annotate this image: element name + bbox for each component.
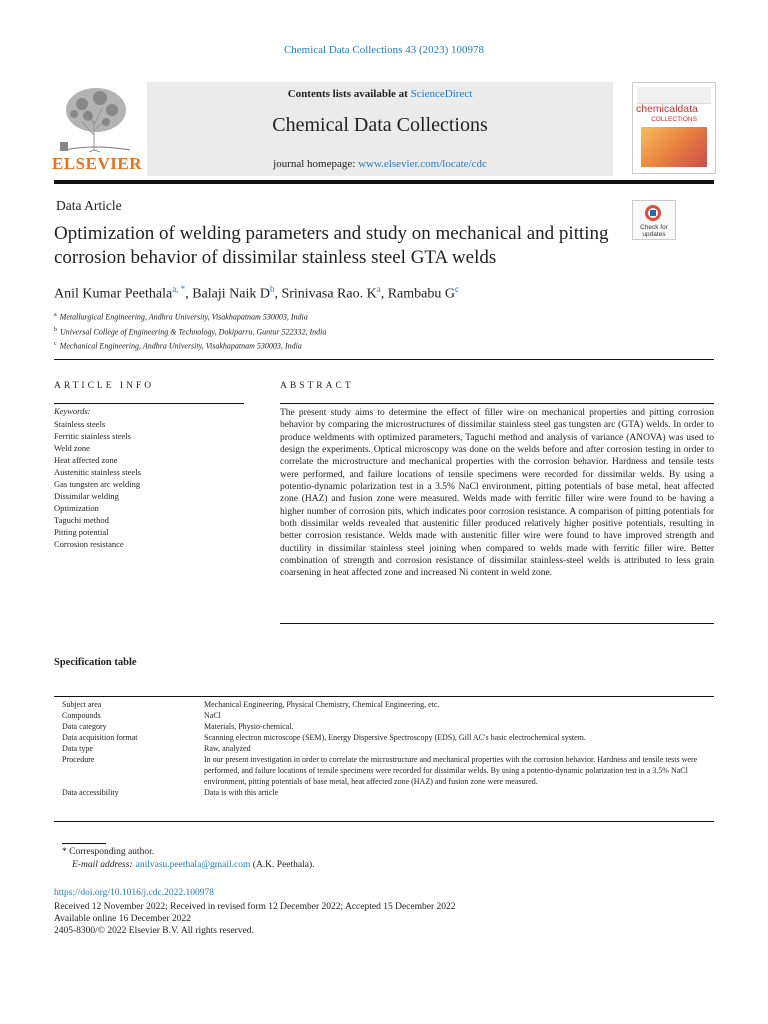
elsevier-wordmark: ELSEVIER [52, 154, 142, 173]
abstract-divider [280, 403, 714, 404]
cover-artwork [641, 127, 707, 167]
affiliation-item: $^a$ Metallurgical Engineering, Andhra University, Visakhapatnam 530003, India [54, 312, 308, 322]
table-row [62, 721, 712, 732]
spec-key: Compounds [62, 711, 101, 720]
article-info-heading: ARTICLE INFO [54, 381, 155, 391]
keyword-item: Gas tungsten arc welding [54, 479, 141, 489]
journal-cover-image[interactable] [632, 82, 716, 174]
author-name[interactable]: Rambabu G [387, 286, 455, 302]
keywords-label: Keywords: [54, 406, 91, 416]
abstract-text: The present study aims to determine the effect of filler wire on mechanical properties and pitting corrosion behavior by comparing the microstructures of dissimilar stainless steel gas tungsten arc (GTA) welds. In order to produce weldments with optimized parameters, Taguchi method and analysis of variance (ANOVA) was used to design the experiments. Optical microscopy was done on the welds before and after corrosion testing in order to correlate the microstructure and mechanical properties with the corrosion behavior. Hardness and tensile tests were performed, and failure locations of tensile specimens were recorded for dissimilar welds. By using a potentio-dynamic polarization test in a 3.5% NaCl environment, pitting potentials of base metal, heat affected zone (HAZ) and fusion zone were measured. Welds made with ferritic filler wire were found to be having a higher number of corrosion pits, which indicates poor corrosion resistance. A comparison of pitting potentials for both dissimilar welds revealed that austenitic filler produced relatively higher positive potentials, resulting in better corrosion resistance. Welds made with austenitic filler wire were found to have improved strength and ductility in dissimilar stainless steel joining when compared to welds made with ferritic filler wire. Better combination of strength and corrosion resistance of dissimilar stainless-steel welds is attributed to less grain coarsening in heat affected zone and increased Ni content in weld zone. [280, 408, 714, 579]
article-type: Data Article [56, 198, 122, 213]
spec-table-bottom-rule [54, 821, 714, 822]
check-for-updates-button[interactable] [632, 200, 676, 240]
keywords-list [54, 418, 141, 550]
journal-citation-link[interactable]: Chemical Data Collections 43 (2023) 100978 [283, 44, 485, 56]
doi-link[interactable]: https://doi.org/10.1016/j.cdc.2022.100978 [54, 888, 215, 898]
received-dates: Received 12 November 2022; Received in revised form 12 December 2022; Accepted 15 December 2022 [54, 902, 456, 912]
bookmark-icon [650, 210, 656, 216]
footnote-divider [62, 843, 106, 844]
homepage-prefix: journal homepage: [273, 158, 359, 170]
author-name[interactable]: Balaji Naik D [192, 286, 270, 302]
author-affiliation-marker[interactable]: a, * [172, 284, 186, 294]
specification-table [62, 699, 712, 798]
spec-key: Data accessibility [62, 788, 119, 797]
sciencedirect-link[interactable]: ScienceDirect [410, 88, 473, 100]
journal-header [147, 82, 613, 176]
spec-key: Data type [62, 744, 93, 753]
spec-value: Materials, Physio-chemical. [204, 722, 294, 731]
available-online-date: Available online 16 December 2022 [54, 914, 191, 924]
table-row [62, 732, 712, 743]
spec-key: Subject area [62, 700, 102, 709]
keyword-item: Stainless steels [54, 419, 106, 429]
author-name[interactable]: Srinivasa Rao. K [281, 286, 377, 302]
keyword-item: Optimization [54, 503, 99, 513]
keyword-item: Weld zone [54, 443, 90, 453]
affiliation-item: $^b$ Universal College of Engineering & Technology, Dokiparru, Guntur 522332, India [54, 326, 327, 337]
spec-key: Data category [62, 722, 107, 731]
table-row [62, 743, 712, 754]
email-label: E-mail address: [72, 860, 133, 870]
spec-value: In our present investigation in order to correlate the microstructure and mechanical properties with the corrosion behavior. Hardness and tensile tests were performed, and failure locations of tensile specimens were recorded for dissimilar welds. By using a potentio-dynamic polarization test in a 3.5% NaCl environment, pitting potentials of base metal, heat affected zone (HAZ) and fusion zone were measured. [204, 755, 698, 786]
homepage-line [147, 158, 613, 170]
copyright-notice: 2405-8300/© 2022 Elsevier B.V. All rights reserved. [54, 926, 254, 936]
email-note [72, 860, 315, 870]
keyword-item: Ferritic stainless steels [54, 431, 131, 441]
journal-title: Chemical Data Collections [272, 114, 488, 136]
affiliation-item: $^c$ Mechanical Engineering, Andhra University, Visakhapatnam 530003, India [54, 341, 302, 351]
affiliations [54, 309, 326, 353]
author-name[interactable]: Anil Kumar Peethala [54, 286, 173, 302]
keyword-item: Dissimilar welding [54, 491, 119, 501]
author-affiliation-marker[interactable]: c [454, 284, 459, 294]
email-suffix: (A.K. Peethala). [250, 860, 315, 870]
author-list: Anil Kumar Peethala$^{a, *}$, Balaji Naik $D^b$, Srinivasa Rao. $K^a$, Rambabu $G^c$ [54, 284, 459, 302]
keyword-item: Austenitic stainless steels [54, 467, 141, 477]
spec-value: Raw, analyzed [204, 744, 251, 753]
corresponding-author-note: * Corresponding author. [62, 847, 155, 857]
header-divider [54, 180, 714, 184]
article-info-divider [54, 403, 244, 404]
abstract-heading: ABSTRACT [280, 381, 354, 391]
spec-table-heading: Specification table [54, 657, 137, 668]
section-divider [54, 359, 714, 360]
spec-value: Mechanical Engineering, Physical Chemistry, Chemical Engineering, etc. [204, 700, 440, 709]
spec-key: Procedure [62, 755, 95, 764]
table-row [62, 710, 712, 721]
abstract-bottom-divider [280, 623, 714, 624]
contents-line [147, 88, 613, 100]
author-affiliation-marker[interactable]: a [376, 284, 381, 294]
contents-prefix: Contents lists available at [287, 88, 411, 100]
cover-subtitle: COLLECTIONS [651, 116, 697, 123]
table-row [62, 787, 712, 798]
keyword-item: Taguchi method [54, 515, 109, 525]
keyword-item: Corrosion resistance [54, 539, 124, 549]
check-updates-label: Check for updates [640, 224, 668, 238]
journal-homepage-link[interactable]: www.elsevier.com/locate/cdc [358, 158, 487, 170]
author-affiliation-marker[interactable]: b [269, 284, 275, 294]
cover-header-strip [637, 87, 711, 104]
spec-table-top-rule [54, 696, 714, 697]
spec-value: Scanning electron microscope (SEM), Energy Dispersive Spectroscopy (EDS), Gill AC's basic electrochemical system. [204, 733, 586, 742]
keyword-item: Heat affected zone [54, 455, 118, 465]
article-title: Optimization of welding parameters and study on mechanical and pitting corrosion behavior of dissimilar stainless steel GTA welds [54, 223, 609, 268]
email-link[interactable]: anilvasu.peethala@gmail.com [135, 860, 251, 870]
spec-key: Data acquisition format [62, 733, 138, 742]
spec-value: NaCl [204, 711, 221, 720]
table-row [62, 754, 712, 787]
cover-title: chemicaldata [636, 103, 698, 115]
spec-value: Data is with this article [204, 788, 279, 797]
keyword-item: Pitting potential [54, 527, 109, 537]
table-row [62, 699, 712, 710]
